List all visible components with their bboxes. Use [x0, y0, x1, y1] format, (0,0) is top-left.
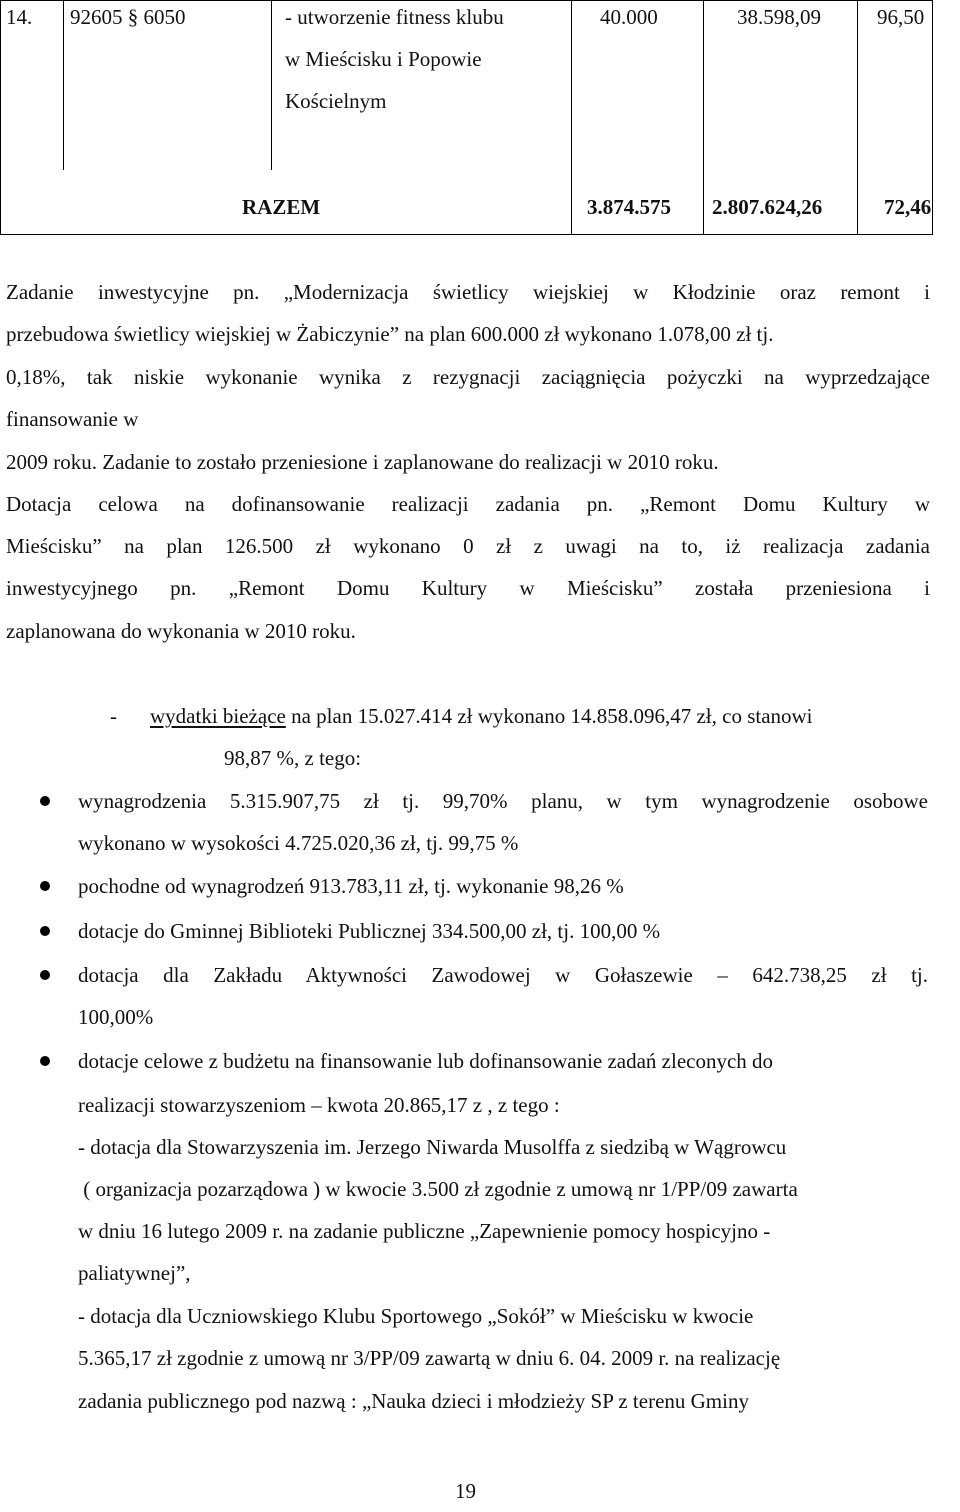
table-border — [0, 234, 933, 235]
bullet-text: dotacje do Gminnej Biblioteki Publicznej 334.500,00 zł, tj. 100,00 % — [78, 919, 661, 943]
table-border — [63, 0, 64, 170]
subsidy-line: zadania publicznego pod nazwą : „Nauka dzieci i młodzieży SP z terenu Gminy — [78, 1389, 749, 1413]
row-description-line: - utworzenie fitness klubu — [285, 5, 504, 29]
subsidy-line: - dotacja dla Stowarzyszenia im. Jerzego Niwarda Musolffa z siedzibą w Wągrowcu — [78, 1135, 787, 1159]
table-border — [571, 0, 572, 234]
bullet-text: wykonano w wysokości 4.725.020,36 zł, tj. 99,75 % — [78, 831, 519, 855]
paragraph-line: Zadanie inwestycyjne pn. „Modernizacja świetlicy wiejskiej w Kłodzinie oraz remont i — [6, 280, 930, 304]
bullet-text: dotacje celowe z budżetu na finansowanie lub dofinansowanie zadań zleconych do — [78, 1049, 774, 1073]
total-percent: 72,46 — [884, 195, 932, 219]
bullet-icon — [40, 926, 50, 936]
bullet-icon — [40, 881, 50, 891]
total-done: 2.807.624,26 — [712, 195, 823, 219]
expenses-summary: na plan 15.027.414 zł wykonano 14.858.096,47 zł, co stanowi — [285, 704, 813, 728]
bullet-text: realizacji stowarzyszeniom – kwota 20.865,17 z , z tego : — [78, 1093, 560, 1117]
bullet-text: pochodne od wynagrodzeń 913.783,11 zł, tj. wykonanie 98,26 % — [78, 874, 624, 898]
subsidy-line: 5.365,17 zł zgodnie z umową nr 3/PP/09 zawartą w dniu 6. 04. 2009 r. na realizację — [78, 1346, 781, 1370]
row-code: 92605 § 6050 — [70, 5, 186, 29]
table-border — [857, 0, 858, 234]
total-plan: 3.874.575 — [587, 195, 671, 219]
bullet-text: dotacja dla Zakładu Aktywności Zawodowej w Gołaszewie – 642.738,25 zł tj. — [78, 963, 928, 987]
paragraph-line: zaplanowana do wykonania w 2010 roku. — [6, 619, 356, 643]
paragraph-line: finansowanie w — [6, 407, 139, 431]
row-description-line: w Mieścisku i Popowie — [285, 47, 482, 71]
paragraph-line: przebudowa świetlicy wiejskiej w Żabiczynie” na plan 600.000 zł wykonano 1.078,00 zł tj. — [6, 322, 774, 346]
row-percent: 96,50 — [877, 5, 925, 29]
row-done: 38.598,09 — [737, 5, 821, 29]
paragraph-line: inwestycyjnego pn. „Remont Domu Kultury w Mieścisku” została przeniesiona i — [6, 576, 930, 600]
bullet-icon — [40, 1056, 50, 1066]
bullet-text: 100,00% — [78, 1005, 154, 1029]
subsidy-line: paliatywnej”, — [78, 1261, 191, 1285]
subsidy-line: - dotacja dla Uczniowskiego Klubu Sportowego „Sokół” w Mieścisku w kwocie — [78, 1304, 754, 1328]
expenses-percent: 98,87 %, z tego: — [224, 746, 362, 770]
table-border — [703, 0, 704, 234]
expenses-dash: - — [110, 704, 117, 728]
subsidy-line: w dniu 16 lutego 2009 r. na zadanie publiczne „Zapewnienie pomocy hospicyjno - — [78, 1219, 771, 1243]
bullet-text: wynagrodzenia 5.315.907,75 zł tj. 99,70% planu, w tym wynagrodzenie osobowe — [78, 789, 928, 813]
paragraph-line: 0,18%, tak niskie wykonanie wynika z rezygnacji zaciągnięcia pożyczki na wyprzedzające — [6, 365, 930, 389]
table-border — [932, 0, 933, 234]
expenses-line — [150, 695, 813, 737]
page-number: 19 — [455, 1479, 476, 1503]
table-border — [271, 0, 272, 170]
bullet-icon — [40, 796, 50, 806]
bullet-icon — [40, 970, 50, 980]
paragraph-line: Dotacja celowa na dofinansowanie realizacji zadania pn. „Remont Domu Kultury w — [6, 492, 930, 516]
expenses-label: wydatki bieżące — [150, 704, 286, 728]
row-number: 14. — [6, 5, 33, 29]
paragraph-line: Mieścisku” na plan 126.500 zł wykonano 0 zł z uwagi na to, iż realizacja zadania — [6, 534, 930, 558]
table-border — [0, 0, 1, 234]
paragraph-line: 2009 roku. Zadanie to zostało przeniesione i zaplanowane do realizacji w 2010 roku. — [6, 450, 719, 474]
subsidy-line: ( organizacja pozarządowa ) w kwocie 3.500 zł zgodnie z umową nr 1/PP/09 zawarta — [78, 1177, 798, 1201]
total-label: RAZEM — [242, 195, 321, 219]
row-description-line: Kościelnym — [285, 89, 387, 113]
row-plan: 40.000 — [600, 5, 658, 29]
